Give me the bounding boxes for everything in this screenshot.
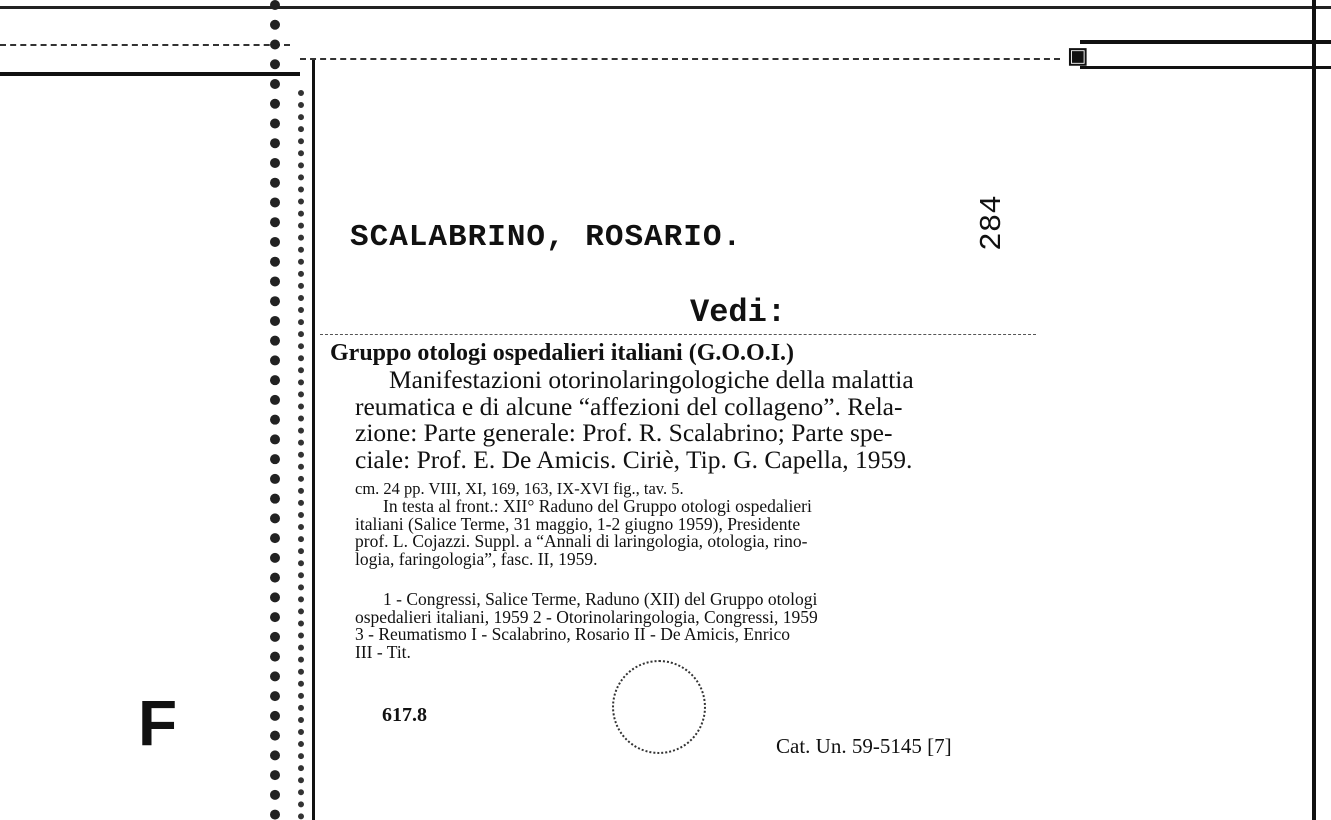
- circle-mark: [612, 660, 706, 754]
- tracing-line: ospedalieri italiani, 1959 2 - Otorinolaringologia, Congressi, 1959: [355, 606, 818, 627]
- right-top-rule-2: [1080, 66, 1331, 69]
- note-line: prof. L. Cojazzi. Suppl. a “Annali di laringologia, otologia, rino-: [355, 531, 808, 551]
- notes-block: [355, 498, 1027, 568]
- film-strip-edge: [270, 0, 280, 820]
- tab-mark-icon: ▣: [1063, 46, 1089, 68]
- card-left-edge: [312, 60, 315, 820]
- note-line: logia, faringologia”, fasc. II, 1959.: [355, 548, 598, 569]
- top-border-line: [0, 6, 1331, 9]
- collation: cm. 24 pp. VIII, XI, 169, 163, IX-XVI fig., tav. 5.: [355, 479, 684, 498]
- tracing-line: 3 - Reumatismo I - Scalabrino, Rosario II - De Amicis, Enrico: [355, 624, 790, 644]
- title-line: ciale: Prof. E. De Amicis. Ciriè, Tip. G. Capella, 1959.: [355, 444, 913, 474]
- see-label: Vedi:: [690, 294, 787, 331]
- right-top-rule: [1080, 40, 1331, 44]
- film-strip-edge-2: [298, 90, 304, 820]
- right-edge-line: [1312, 0, 1316, 820]
- title-line: reumatica e di alcune “affezioni del collageno”. Rela-: [355, 391, 903, 421]
- top-dashed-line: [0, 44, 290, 46]
- title-line: Manifestazioni otorinolaringologiche della malattia: [389, 365, 914, 394]
- title-block: [355, 367, 1027, 473]
- tracings-block: [355, 591, 1027, 661]
- corporate-author: Gruppo otologi ospedalieri italiani (G.O.O.I.): [330, 340, 795, 366]
- header-dashed-line: [300, 58, 1060, 60]
- catalog-number: Cat. Un. 59-5145 [7]: [776, 734, 952, 758]
- card-number: 284: [975, 195, 1010, 251]
- title-line: zione: Parte generale: Prof. R. Scalabrino; Parte spe-: [355, 418, 893, 447]
- tracing-line: 1 - Congressi, Salice Terme, Raduno (XII) del Gruppo otologi: [383, 589, 818, 609]
- note-line: In testa al front.: XII° Raduno del Gruppo otologi ospedalieri: [383, 496, 812, 516]
- note-line: italiani (Salice Terme, 31 maggio, 1-2 giugno 1959), Presidente: [355, 513, 801, 534]
- left-rule-line: [0, 72, 300, 76]
- left-logo: F: [138, 687, 178, 759]
- vedi-dashed-line: [320, 334, 1036, 335]
- main-heading: SCALABRINO, ROSARIO.: [350, 220, 743, 255]
- tracing-line: III - Tit.: [355, 641, 411, 662]
- classmark: 617.8: [382, 704, 427, 726]
